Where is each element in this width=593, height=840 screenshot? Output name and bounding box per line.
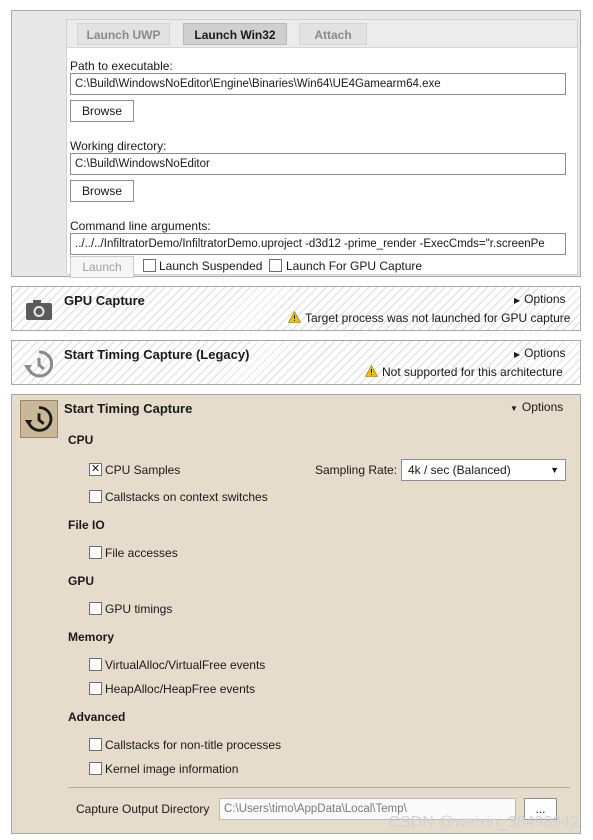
dropdown-arrow-icon: ▼ (550, 465, 559, 475)
warning-icon (288, 311, 301, 323)
output-dir-input[interactable]: C:\Users\timo\AppData\Local\Temp\ (219, 798, 516, 820)
gpu-warning-text: Target process was not launched for GPU capture (305, 311, 571, 325)
timing-legacy-warning (365, 365, 563, 379)
legacy-warning-text: Not supported for this architecture (382, 365, 563, 379)
camera-icon (20, 291, 58, 329)
timing-legacy-title[interactable]: Start Timing Capture (Legacy) (64, 347, 250, 362)
section-gpu-title: GPU (68, 574, 95, 588)
timing-capture-panel (11, 394, 581, 834)
timing-legacy-icon-box[interactable] (20, 345, 58, 383)
path-label: Path to executable: (70, 59, 173, 73)
timer-icon (21, 401, 57, 437)
kernel-image-checkbox[interactable] (89, 762, 102, 775)
warning-icon (365, 365, 378, 377)
watermark: CSDN @weixin_38498942 (388, 814, 579, 831)
sampling-rate-value: 4k / sec (Balanced) (408, 463, 511, 477)
file-accesses-label: File accesses (105, 546, 178, 560)
gpu-timings-label: GPU timings (105, 602, 173, 616)
launch-button[interactable]: Launch (70, 256, 134, 278)
section-memory-title: Memory (68, 630, 115, 644)
timing-legacy-options[interactable] (514, 346, 566, 360)
browse-path-button[interactable]: Browse (70, 100, 134, 122)
virtualalloc-label: VirtualAlloc/VirtualFree events (105, 658, 266, 672)
gpu-capture-options[interactable] (514, 292, 566, 306)
timing-capture-title[interactable]: Start Timing Capture (64, 401, 193, 416)
path-input[interactable]: C:\Build\WindowsNoEditor\Engine\Binaries\Win64\UE4Gamearm64.exe (70, 73, 566, 95)
cpu-samples-checkbox[interactable]: ✕ (90, 463, 101, 475)
chevron-right-icon: ▶ (514, 350, 521, 359)
gpu-capture-warning (288, 311, 570, 325)
launch-suspended-checkbox[interactable] (143, 259, 156, 272)
launch-gpu-checkbox[interactable] (269, 259, 282, 272)
sampling-rate-label: Sampling Rate: (315, 463, 398, 477)
timing-options-label: Options (521, 400, 564, 414)
file-accesses-checkbox[interactable] (89, 546, 102, 559)
gpu-capture-title[interactable]: GPU Capture (64, 293, 145, 308)
section-cpu-title: CPU (68, 433, 94, 447)
workdir-label: Working directory: (70, 139, 167, 153)
launch-suspended-label: Launch Suspended (159, 259, 263, 273)
gpu-options-label: Options (524, 292, 566, 306)
heapalloc-checkbox[interactable] (89, 682, 102, 695)
legacy-options-label: Options (524, 346, 566, 360)
chevron-right-icon: ▶ (514, 296, 521, 305)
args-input[interactable]: ../../../InfiltratorDemo/InfiltratorDemo.uproject -d3d12 -prime_render -ExecCmds="r.screenPe (70, 233, 566, 255)
launch-tab-content (66, 19, 578, 275)
tab-launch-uwp[interactable]: Launch UWP (77, 23, 170, 45)
tab-attach[interactable]: Attach (299, 23, 367, 45)
callstacks-nontitle-label: Callstacks for non-title processes (105, 738, 282, 752)
gpu-capture-panel (11, 286, 581, 331)
timer-icon (20, 345, 58, 383)
tab-launch-win32[interactable]: Launch Win32 (183, 23, 287, 45)
output-divider (68, 787, 570, 788)
timing-icon-box[interactable] (20, 400, 58, 438)
launch-tabstrip (67, 20, 577, 48)
callstacks-ctx-label: Callstacks on context switches (105, 490, 268, 504)
args-label: Command line arguments: (70, 219, 211, 233)
launch-panel (11, 10, 581, 277)
section-advanced-title: Advanced (68, 710, 126, 724)
sampling-rate-select[interactable] (401, 459, 566, 481)
callstacks-ctx-checkbox[interactable] (89, 490, 102, 503)
virtualalloc-checkbox[interactable] (89, 658, 102, 671)
callstacks-nontitle-checkbox[interactable] (89, 738, 102, 751)
timing-legacy-panel (11, 340, 581, 385)
heapalloc-label: HeapAlloc/HeapFree events (105, 682, 256, 696)
launch-gpu-label: Launch For GPU Capture (286, 259, 423, 273)
browse-workdir-button[interactable]: Browse (70, 180, 134, 202)
cpu-samples-label: CPU Samples (105, 463, 181, 477)
timing-capture-options[interactable] (510, 400, 563, 414)
chevron-down-icon: ▼ (510, 404, 518, 413)
workdir-input[interactable]: C:\Build\WindowsNoEditor (70, 153, 566, 175)
gpu-timings-checkbox[interactable] (89, 602, 102, 615)
output-dir-browse-button[interactable]: ... (524, 798, 557, 820)
kernel-image-label: Kernel image information (105, 762, 239, 776)
gpu-capture-icon-box[interactable] (20, 291, 58, 329)
output-dir-label: Capture Output Directory (76, 802, 210, 816)
section-fileio-title: File IO (68, 518, 105, 532)
